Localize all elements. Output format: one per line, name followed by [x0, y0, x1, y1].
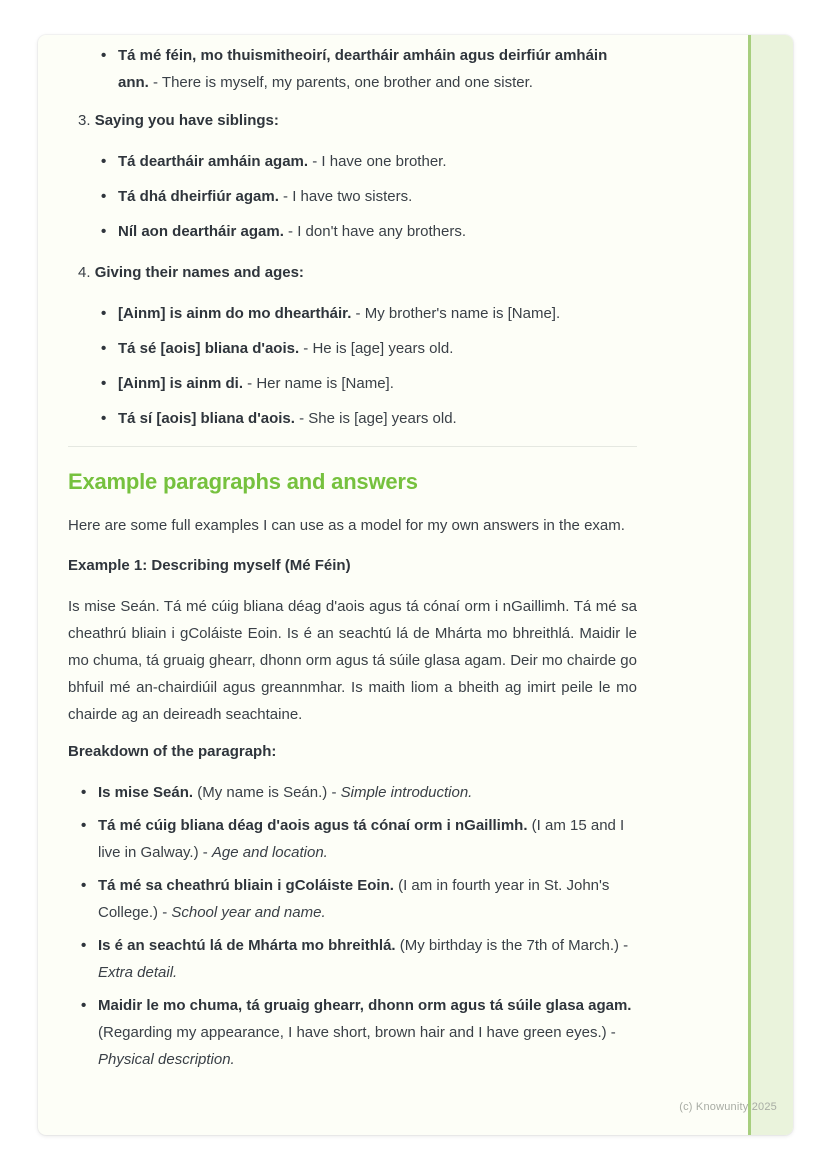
example-1-title: Example 1: Describing myself (Mé Féin) [68, 557, 351, 574]
section-heading-siblings [68, 107, 637, 134]
english-translation: (My birthday is the 7th of March.) - [395, 937, 629, 954]
english-translation: - I have two sisters. [278, 188, 413, 205]
list-item [100, 370, 637, 397]
english-translation: - There is myself, my parents, one brother and one sister. [148, 74, 533, 91]
example-1-irish-paragraph: Is mise Seán. Tá mé cúig bliana déag d'aois agus tá cónaí orm i nGaillimh. Tá mé sa cheathrú bliain i gColáiste Eoin. Is é an seachtú lá de Mhárta mo bhreithlá. Maidir le mo chuma, tá gruaig ghearr, dhonn orm agus tá súile glasa agam. Deir mo chairde go bhfuil mé an-chairdiúil agus greannmhar. Is maith liom a bheith ag imirt peile le mo chairde ag an deireadh seachtaine. [68, 598, 637, 723]
note-label: Simple introduction. [340, 784, 473, 801]
section-number: 3. [78, 112, 91, 129]
examples-intro-text: Here are some full examples I can use as a model for my own answers in the exam. [68, 517, 625, 534]
list-item [80, 872, 637, 926]
examples-section-heading: Example paragraphs and answers [68, 469, 418, 494]
english-translation: (Regarding my appearance, I have short, brown hair and I have green eyes.) - [98, 1024, 616, 1041]
irish-phrase: [Ainm] is ainm di. [118, 375, 244, 392]
document-page [38, 35, 793, 1135]
siblings-phrase-list [68, 148, 637, 245]
family-phrase-list [68, 42, 637, 96]
section-title: Giving their names and ages: [94, 264, 304, 281]
note-label: Physical description. [98, 1051, 235, 1068]
english-translation: - She is [age] years old. [294, 410, 457, 427]
breakdown-list [68, 779, 637, 1073]
list-item [100, 300, 637, 327]
english-translation: - Her name is [Name]. [243, 375, 394, 392]
list-item [100, 42, 637, 96]
copyright-watermark: (c) Knowunity 2025 [679, 1101, 777, 1113]
irish-phrase: Níl aon deartháir agam. [118, 223, 284, 240]
irish-phrase: Tá mé féin, mo thuismitheoirí, deartháir amháin agus deirfiúr amháin ann. [118, 47, 608, 91]
irish-phrase: Is mise Seán. [98, 784, 194, 801]
irish-phrase: Tá dhá dheirfiúr agam. [118, 188, 279, 205]
page-accent-strip [751, 35, 793, 1135]
irish-phrase: Tá mé cúig bliana déag d'aois agus tá cónaí orm i nGaillimh. [98, 817, 528, 834]
english-translation: - I don't have any brothers. [283, 223, 467, 240]
note-label: Extra detail. [98, 964, 178, 981]
irish-phrase: Tá deartháir amháin agam. [118, 153, 309, 170]
irish-phrase: Is é an seachtú lá de Mhárta mo bhreithlá. [98, 937, 396, 954]
english-translation: (My name is Seán.) - [193, 784, 341, 801]
english-translation: - My brother's name is [Name]. [351, 305, 561, 322]
list-item [100, 148, 637, 175]
english-translation: - I have one brother. [308, 153, 447, 170]
irish-phrase: [Ainm] is ainm do mo dheartháir. [118, 305, 352, 322]
list-item [100, 405, 637, 432]
irish-phrase: Tá sí [aois] bliana d'aois. [118, 410, 295, 427]
list-item [100, 183, 637, 210]
document-content [68, 35, 637, 1073]
section-heading-names-ages [68, 259, 637, 286]
note-label: School year and name. [171, 904, 326, 921]
english-translation: (I am in fourth year in St. John's College.) - [98, 877, 610, 921]
section-number: 4. [78, 264, 91, 281]
note-label: Age and location. [211, 844, 328, 861]
section-divider [68, 446, 637, 447]
list-item [100, 335, 637, 362]
names-ages-phrase-list [68, 300, 637, 432]
list-item [80, 932, 637, 986]
breakdown-title: Breakdown of the paragraph: [68, 743, 277, 760]
list-item [80, 779, 637, 806]
irish-phrase: Maidir le mo chuma, tá gruaig ghearr, dhonn orm agus tá súile glasa agam. [98, 997, 632, 1014]
list-item [80, 812, 637, 866]
list-item [100, 218, 637, 245]
irish-phrase: Tá sé [aois] bliana d'aois. [118, 340, 300, 357]
english-translation: - He is [age] years old. [299, 340, 454, 357]
irish-phrase: Tá mé sa cheathrú bliain i gColáiste Eoin. [98, 877, 394, 894]
english-translation: (I am 15 and I live in Galway.) - [98, 817, 625, 861]
list-item [80, 992, 637, 1073]
section-title: Saying you have siblings: [94, 112, 279, 129]
